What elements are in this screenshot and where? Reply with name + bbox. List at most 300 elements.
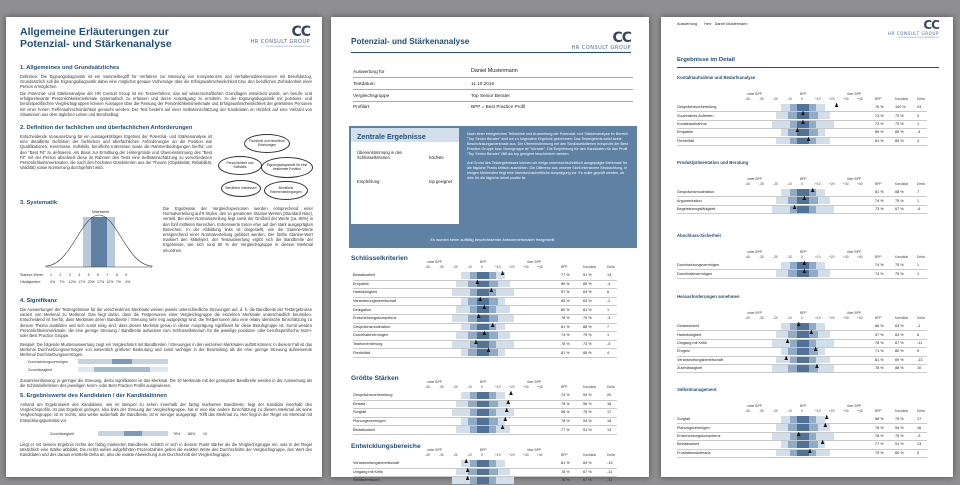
criterion-bar [747,323,859,330]
criterion-label: Frustrationstoleranz [677,451,711,455]
criterion-label: Souveränes Auftreten [677,114,714,118]
section-heading: 2. Definition der fachlichen und überfachlichen Anforderungen [20,125,192,131]
bpp-value: 74 % [875,263,884,267]
curve-band [99,217,107,267]
axis-tick: 0 [801,409,803,413]
axis-tick: +40 [857,316,863,320]
axis-tick: +10 [815,97,821,101]
candidate-marker: ♟ [796,322,801,329]
logo-mark: CC [291,25,310,39]
axis-tick: +10 [815,316,821,320]
criterion-label: Teamorientierung [353,342,382,346]
delta-value: 1 [607,333,609,337]
stanine-value: 9 [125,273,127,277]
kandidat-value: 85 % [583,282,592,286]
column-header-delta: Delta [607,385,615,389]
bpp-value: 81 % [875,190,884,194]
column-header-bpp: BPP [875,316,882,320]
criterion-label: Empathie [677,130,693,134]
demo-bar [78,367,168,372]
axis-tick: +10 [495,453,501,457]
delta-value: -11 [607,478,612,482]
paragraph: Beispiel: Die folgende Musterauswertung zeigt ein Vergleichskrit mit Bandbreiten / Streuungen in den einzelnen Merkmalen auftritt können: In diesem Fall ist das Merkmal Durchsetzungsvermögen von wesentlich größerer Bedeutung und somit wichtiger in der Beurteilung als die eher geringe Streuung aufweisende Merkmal Durchsetzungsvermögen. [20,342,312,358]
zentrale-paragraph: Nach einer erfolgreichen Teilnahme und Auswertung der Potenzial- und Stärkenanalyse im Bereich "Top Senior Berater" sind wir zu folgendem Ergebnis gekommen: Das Testergebnis weist keine Beschränkungsmerkmale aus. Die Übereinstimmung mit den Schlüsselkriterien entspricht der Best Practice-Gruppe bzw. Normgruppe ist "höchste". Die Empfehlung für den Kandidaten für das Profil "Top Senior Berater" fällt als top geeignet beschrieben werden. [467,132,629,156]
criterion-label: Gesprächsvorbereitung [677,105,716,109]
curve-band [107,217,115,267]
column-header-delta: Delta [607,265,615,269]
candidate-marker: ♟ [482,331,487,338]
diagram-node: Persönlichkeit und Softskills [218,156,262,175]
bpp-value: 77 % [875,442,884,446]
delta-value: 10 [917,366,921,370]
criterion-label: Entscheidungskompetenz [353,316,396,320]
criterion-bar [427,281,539,288]
column-header-delta: Delta [917,97,925,101]
criterion-label: Gesprächsmoderation [353,325,390,329]
column-header-bpp: BPP [561,453,568,457]
column-header-kandidat: Kandidat [895,255,908,259]
axis-over-label: über BPP [847,404,861,408]
delta-value: 1 [917,272,919,276]
bpp-value: 76 % [875,105,884,109]
criterion-bar [427,469,539,476]
candidate-marker: ♟ [503,417,508,424]
section-heading: 4. Signifikanz [20,298,57,304]
candidate-marker: ♟ [506,400,511,407]
stanine-value: 3 [69,273,71,277]
criterion-bar [427,324,539,331]
axis-tick: +40 [857,255,863,259]
delta-value: -3 [917,434,920,438]
freq-value: 4% [50,280,55,284]
axis-tick: -10 [467,265,472,269]
axis-tick: +20 [829,255,835,259]
axis-tick: +20 [829,97,835,101]
paragraph: Liegt er mit seinem Ergebnis rechts der farbig markierten Bandbreite, schätzt er sich in diesem Punkt stärker als die Vergleichsgruppe ein, was in der Regel tatsächlich eine Stärke abbildet. Die rechts außen aufgeführten Prozentzahlen geben die exakten Werte des Durchschnitts der Vergleichsgruppe, den Wert des Kandidaten und des daraus ermittelte Delta an, also die exakte Abweichung zum Durchschnitt der Vergleichsgruppe. [20,442,312,458]
criterion-bar [427,349,539,356]
axis-tick: 0 [481,385,483,389]
axis-over-label: über BPP [847,311,861,315]
meta-label: Testdatum [353,81,375,86]
bpp-value: 78 % [561,316,570,320]
logo-mark: CC [923,19,939,31]
axis-tick: +10 [495,385,501,389]
criterion-label: Veränderungsbereitschaft [353,299,396,303]
page-erlaeuterungen [6,17,322,477]
candidate-marker: ♟ [824,415,829,422]
axis-tick: +30 [843,182,849,186]
candidate-marker: ♟ [490,323,495,330]
axis-tick: -20 [453,453,458,457]
kandidat-value: 63 % [895,333,904,337]
band-core [797,348,808,355]
kandidat-value: 75 % [583,410,592,414]
section-heading: 3. Systematik [20,200,57,206]
candidate-marker: ♟ [801,120,806,127]
column-header-delta: Delta [917,182,925,186]
header-name: Daniel Mustermann [715,22,748,26]
bpp-value: 57 % [875,333,884,337]
page-title: Potenzial- und Stärkenanalyse [351,37,469,46]
criterion-label: Durchsetzungsvermögen [677,263,719,267]
criterion-bar [427,401,539,408]
bpp-value: 74 % [875,199,884,203]
delta-value: 1 [607,308,609,312]
band-core [477,469,488,476]
candidate-marker: ♟ [478,297,483,304]
band-core [797,206,808,213]
axis-bpp-label: BPP [800,404,807,408]
criterion-bar [747,197,859,204]
diagram-node: Berufliche Rahmenbedingungen [264,181,308,200]
criterion-bar [427,418,539,425]
axis-tick: -10 [787,97,792,101]
zentrale-text [461,128,635,224]
bpp-value: 74 % [561,333,570,337]
bpp-value: 78 % [875,434,884,438]
criterion-bar [747,365,859,372]
band-core [797,340,808,347]
criterion-bar [747,357,859,364]
bpp-value: 58 % [561,410,570,414]
bpp-value: 74 % [561,393,570,397]
criterion-label: Belastbarkeit [353,428,375,432]
kandidat-value: 80 % [895,451,904,455]
candidate-marker: ♟ [784,356,789,363]
bpp-value: 78 % [561,402,570,406]
axis-tick: +10 [815,409,821,413]
candidate-marker: ♟ [808,449,813,456]
bpp-value: 81 % [561,461,570,465]
meta-value: Daniel Mustermann [471,68,518,74]
candidate-marker: ♟ [500,425,505,432]
column-header-bpp: BPP [875,255,882,259]
bpp-value: 73 % [875,207,884,211]
stanine-value: 8 [116,273,118,277]
meta-label: Vergleichsgruppe [353,93,389,98]
diagram-node: Berufliche Interessen [221,180,261,197]
axis-under-label: unter BPP [747,404,762,408]
demo-row-label: Zuverlässigkeit [50,432,74,436]
column-header-kandidat: Kandidat [583,265,596,269]
axis-tick: +30 [843,255,849,259]
bpp-value: 81 % [561,351,570,355]
axis-tick: -40 [745,316,750,320]
kandidat-value: 73 % [895,122,904,126]
section-title: Herausforderungen annehmen [677,294,767,299]
axis-tick: -40 [745,97,750,101]
paragraph: Entscheidende Voraussetzung für ein aussagekräftiges Ergebnis der Potenzial- und Stärkenanalyse ist eine detaillierte Definition der fachlichen und überfachlichen Anforderungen an die Position wie Qualifikationen, Kenntnisse, Softskills, berufliche Interessen sowie die Rahmenbedingungen hierfür, um den "Best Fit" zu definieren. Als Basis zur Ermittlung der Hintergründe und Übereinstimmung des "Best Fit" mit der Person absolviert diese im Rahmen des Tests eine Selbsteinschätzung zu verschiedenen Persönlichkeitsmerkmalen, die nach den höchsten Gütekriterien aus der Theorie (Objektivität, Reliabilität, Validität) sowie Normierung durchgeführt wird. [20,134,212,170]
bpp-value: 78 % [875,426,884,430]
demo-value: 10 [203,432,207,436]
axis-tick: -10 [787,316,792,320]
section-title: Größte Stärken [351,375,399,382]
criterion-label: Belastbarkeit [353,273,375,277]
delta-value: 20 [607,393,611,397]
axis-tick: -40 [425,385,430,389]
axis-under-label: unter BPP [747,311,762,315]
criterion-bar [427,315,539,322]
band-core [477,289,488,296]
axis-over-label: über BPP [527,380,541,384]
criterion-label: Durchhaltevermögen [677,272,712,276]
kandidat-value: 63 % [583,290,592,294]
kandidat-value: 94 % [583,419,592,423]
column-header-delta: Delta [917,409,925,413]
delta-value: 6 [607,290,609,294]
axis-bpp-label: BPP [800,92,807,96]
band-core [477,401,488,408]
logo-name: HR CONSULT GROUP [250,40,310,45]
axis-tick: +40 [537,385,543,389]
delta-value: 4 [607,351,609,355]
axis-tick: 0 [801,255,803,259]
diagram-center: Eignungsdiagnostik für eine bestimmte Position [261,157,313,178]
axis-under-label: unter BPP [427,260,442,264]
delta-value: 4 [917,139,919,143]
zentrale-title: Zentrale Ergebnisse [357,132,426,141]
axis-over-label: über BPP [527,448,541,452]
delta-value: 24 [917,105,921,109]
kandidat-value: 91 % [583,428,592,432]
delta-value: 1 [917,122,919,126]
kandidat-value: 63 % [895,324,904,328]
axis-tick: +40 [857,182,863,186]
column-header-kandidat: Kandidat [583,385,596,389]
axis-tick: +20 [509,385,515,389]
bpp-value: 89 % [875,130,884,134]
delta-value: 7 [607,325,609,329]
meta-label: Profilart [353,104,369,109]
delta-value: 1 [917,263,919,267]
criterion-label: Umgang mit Kritik [677,341,707,345]
section-title: Abschluss-Sicherheit [677,233,767,238]
criterion-bar [747,206,859,213]
criterion-bar [747,262,859,269]
zentrale-value: top geeignet [429,179,452,184]
paragraph: Die Ergebnisse der Vergleichspersonen werden entsprechend einer Normalverteilung auf 9 Stufen, den so genannten Stanine-Werten (Standard Nine), verteilt. Bei einer Normalverteilung liegt somit der Großteil der Werte (ca. 80%) in den fünf mittleren Bereichen. Extremwerte treten eher auf den stark ausgeprägten Bereichen. In der Abbildung links ist dargestellt, wie die Stanine-Werte entsprechend einer Normalverteilung gebildet werden. Der fünfte Stanine-Wert markiert den Mittelwert, der Testauswertung ergibt sich die Bandbreite der Ergebnisse, wie sich rund 80 % der Vergleichsgruppe in diesem Merkmal einordnen. [163,206,313,253]
axis-tick: -10 [467,385,472,389]
axis-over-label: über BPP [847,250,861,254]
kandidat-value: 67 % [895,207,904,211]
criterion-label: Verantwortungsbereitschaft [353,461,399,465]
band-core [797,331,808,338]
axis-tick: -40 [425,265,430,269]
zentrale-footer: Es wurden keine auffällig beschränkende Antwortmerkmalen festgestellt. [349,237,637,242]
criterion-bar [427,409,539,416]
paragraph: Die Potenzial- und Stärkenanalyse der HR Consult Group ist ein Testverfahren, das auf wissenschaftlichen Grundlagen entwickelt wurde, um berufs- und erfolgsrelevante Persönlichkeitsmerkmale systematisch zu erfassen und deren Ausprägung zu ermitteln. In der Eignungsdiagnostik mit positions- und berufsspezifischen Vergleichsgruppen können Aussagen über die Passung der Persönlichkeitsmerkmale und Erfolgswahrscheinlichkeit der getesteten Personen mit einer hohen Trefferwahrscheinlichkeit gemacht werden. Der Test besteht auf einer Selbsteinschätzung der Kandidaten im Hinblick auf eine Vielzahl von Situationen aus dem täglichen Leben und Berufsalltag. [20,91,312,117]
criterion-bar [427,298,539,305]
delta-value: -4 [917,130,920,134]
column-header-bpp: BPP [875,409,882,413]
logo-sub: ZUKUNFTSFÄHIGE PERSONALBERATUNG [266,46,310,48]
bpp-value: 81 % [875,358,884,362]
kandidat-value: 85 % [583,351,592,355]
bpp-value: 71 % [875,349,884,353]
kandidat-value: 85 % [895,139,904,143]
criterion-label: Planungsvermögen [677,426,710,430]
kandidat-value: 96 % [583,402,592,406]
axis-bpp-label: BPP [480,448,487,452]
demo-value: 78% [173,432,180,436]
kandidat-value: 73 % [583,342,592,346]
zentrale-value: höchste [429,155,444,160]
page-title: Ergebnisse im Detail [677,57,735,63]
axis-tick: +30 [523,265,529,269]
demo-bar [78,359,168,364]
company-logo [571,31,631,54]
column-header-delta: Delta [917,255,925,259]
candidate-marker: ♟ [792,205,797,212]
axis-tick: -20 [773,316,778,320]
axis-tick: -20 [773,182,778,186]
section-title: Schlüsselkriterien [351,255,408,262]
stanine-label: Stanine-Werte: [20,273,44,277]
company-logo [888,19,939,39]
axis-tick: 0 [801,316,803,320]
band-core [477,409,488,416]
axis-under-label: unter BPP [747,250,762,254]
kandidat-value: 85 % [895,130,904,134]
curve-band [83,217,91,267]
axis-tick: -30 [759,182,764,186]
criterion-label: Belastbarkeit [677,442,699,446]
axis-under-label: unter BPP [427,380,442,384]
bpp-value: 78 % [561,470,570,474]
band-core [797,416,808,423]
candidate-marker: ♟ [795,128,800,135]
kandidat-value: 75 % [583,316,592,320]
candidate-marker: ♟ [810,188,815,195]
criterion-bar [427,392,539,399]
delta-value: -2 [607,299,610,303]
axis-tick: +40 [537,453,543,457]
criterion-label: Selbstvertrauen [353,478,380,482]
axis-tick: -40 [745,409,750,413]
band-core [797,365,808,372]
delta-value: -6 [917,207,920,211]
band-core [477,477,488,484]
band-core [797,357,808,364]
criterion-bar [427,477,539,484]
kandidat-value: 94 % [895,426,904,430]
criterion-bar [427,272,539,279]
freq-value: 17% [97,280,104,284]
axis-tick: +20 [509,265,515,269]
column-header-kandidat: Kandidat [583,453,596,457]
meta-value: 11.10.2016 [471,81,494,86]
criterion-label: Verantwortungsbereitschaft [677,358,723,362]
bpp-value: 78 % [875,341,884,345]
axis-tick: +40 [857,97,863,101]
axis-tick: -30 [759,409,764,413]
column-header-bpp: BPP [561,265,568,269]
criterion-label: Delegation [353,308,371,312]
page-header [677,22,748,26]
paragraph: Anhand am Ergebniswert des Kandidaten, wie im Beispiel zu sehen innerhalb der farbig markierten Bandbreite, liegt der Kandidat innerhalb des Vergleichsprofils. Ist das Ergebnis geringer, also links der Streuung der Vergleichsgruppe, hat er eine klar andere Einschätzung zu diesem Merkmal als seine Vergleichsgruppe, ist er rechts, also weiter außerhalb der Bandbreite, ist er weniger ausgeprägt. Trifft das Merkmal zu, Hier liegt in der Regel ein Merkmal mit Entwicklungspotential vor. [20,402,312,423]
delta-value: 13 [607,428,611,432]
delta-value: -13 [607,461,613,465]
zentrale-paragraph: Auf Grund des Testergebnisses können wir einige unterdurchschnittlich ausgeprägte Merkmale für die tägliche Praxis kritisch ausrichten. Die Differenz aus unserer Sicht intensivere Beobachtung, in einigen Merkmalen liegt eine überdurchschnittliche Ausprägung vor. Es sollte geprüft werden, ob dies für die tägliche Arbeit positiv ist. [467,161,629,181]
meta-value: Top Senior Berater [471,93,510,98]
column-header-kandidat: Kandidat [895,409,908,413]
candidate-marker: ♟ [823,423,828,430]
bpp-value: 73 % [875,114,884,118]
criterion-label: Flexibilität [353,351,370,355]
axis-tick: +30 [523,385,529,389]
axis-tick: -20 [773,409,778,413]
kandidat-value: 69 % [895,358,904,362]
band-core [477,426,488,433]
zentrale-ergebnisse-box [349,126,637,248]
criterion-bar [747,433,859,440]
band-core [477,341,488,348]
axis-over-label: über BPP [847,177,861,181]
kandidat-value: 88 % [895,366,904,370]
candidate-marker: ♟ [509,391,514,398]
criterion-bar [747,331,859,338]
criterion-label: Gesprächsvorbereitung [353,393,392,397]
bpp-value: 80 % [561,308,570,312]
candidate-marker: ♟ [820,440,825,447]
criterion-bar [747,121,859,128]
meta-value: BPP = Best Practice Profil [471,104,525,109]
freq-value: 20% [88,280,95,284]
criterion-label: Planungsvermögen [353,419,386,423]
zentrale-label: Empfehlung: [357,179,381,184]
axis-tick: -30 [439,453,444,457]
criterion-bar [747,138,859,145]
axis-tick: 0 [801,97,803,101]
bpp-value: 74 % [875,272,884,276]
section-title: Produktpräsentation und Beratung [677,160,767,165]
candidate-marker: ♟ [465,476,470,483]
stanine-value: 4 [78,273,80,277]
paragraph: Definition: Die Eignungsdiagnostik ist ein Sammelbegriff für Verfahren zur Messung von Kompetenzen und Verhaltensdimensionen mit Berufsbezug. Grundsätzlich soll die Eignungsdiagnostik dabei eine möglichst genaue Vorhersage über die Erfolgswahrscheinlichkeit bzw. den beruflichen Zufriedenheit einer Person ermöglichen. [20,74,312,90]
delta-value: 16 [917,426,921,430]
axis-tick: +20 [829,409,835,413]
section-heading: 5. Ergebniswerte des Kandidaten / der Kandidatinnen [20,393,167,399]
axis-tick: +10 [815,255,821,259]
band-core [797,189,808,196]
section-title: Entwicklungsbereiche [351,443,421,450]
axis-under-label: unter BPP [747,92,762,96]
column-header-bpp: BPP [875,182,882,186]
freq-value: 17% [78,280,85,284]
delta-value: -11 [917,341,922,345]
bpp-value: 81 % [561,325,570,329]
criterion-label: Hartnäckigkeit [353,290,377,294]
axis-tick: -10 [787,255,792,259]
band-core [477,324,488,331]
freq-value: 12% [106,280,113,284]
axis-tick: -20 [773,97,778,101]
bpp-value: 89 % [561,282,570,286]
column-header-bpp: BPP [875,97,882,101]
criterion-bar [427,289,539,296]
stanine-value: 7 [106,273,108,277]
candidate-marker: ♟ [801,111,806,118]
axis-under-label: unter BPP [427,448,442,452]
paragraph: Zusammenfassung: je geringer die Streuung, desto signifikanter ist das Merkmal. Die 10 Merkmale mit der geringsten Bandbreite werden in der Auswertung als die Schlüsselkriterien des jeweiligen Norm- oder Best Practice Profils ausgewiesen. [20,378,312,388]
kandidat-value: 100 % [895,105,906,109]
criterion-bar [747,270,859,277]
axis-tick: -30 [439,265,444,269]
axis-bpp-label: BPP [800,177,807,181]
demo-bar [98,431,168,436]
freq-label: Häufigkeiten: [20,280,41,284]
criterion-label: Entscheidungskompetenz [677,434,720,438]
